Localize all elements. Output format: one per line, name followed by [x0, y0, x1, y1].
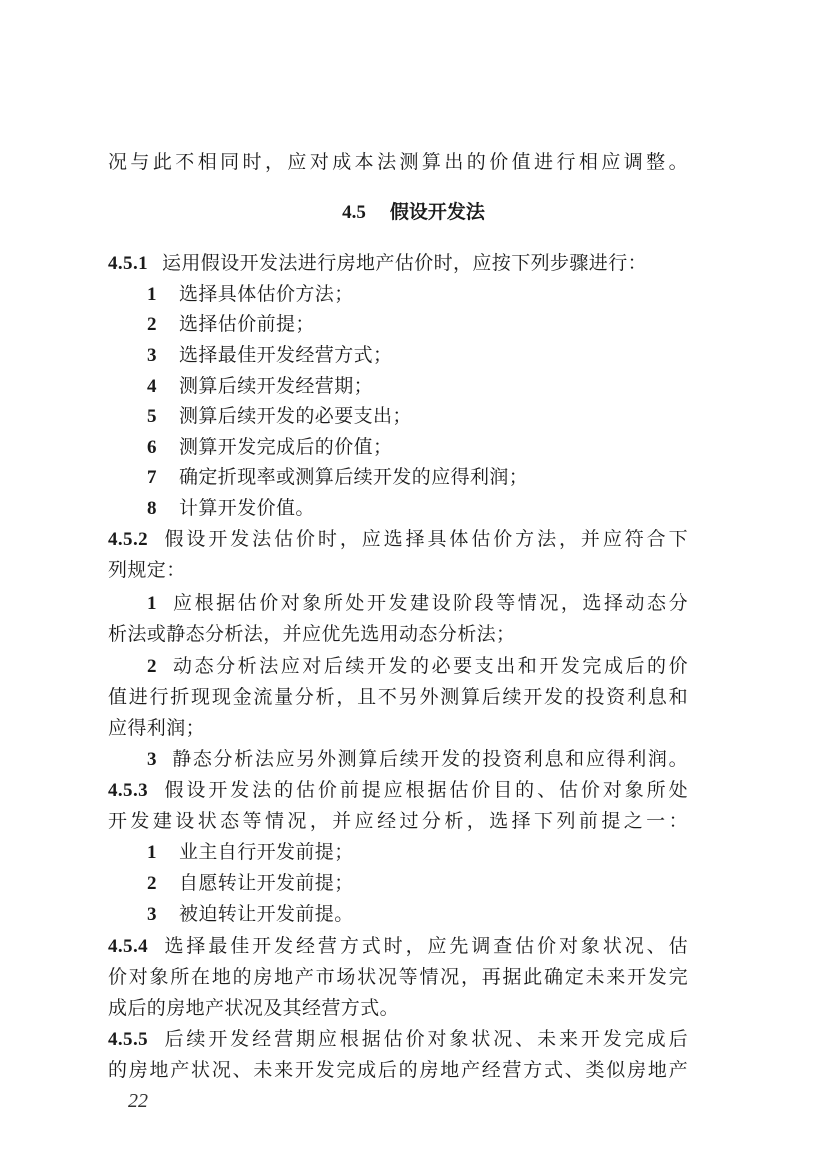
item-number: 8 — [147, 498, 157, 519]
list-item — [147, 280, 707, 309]
sub-number: 1 — [147, 593, 157, 614]
item-number: 5 — [147, 406, 157, 427]
clause-4-5-5 — [108, 1025, 688, 1054]
item-number: 7 — [147, 467, 157, 488]
list-item — [147, 310, 707, 339]
item-text: 测算后续开发的必要支出； — [179, 405, 412, 427]
item-number: 4 — [147, 376, 157, 397]
sub-text: 静态分析法应另外测算后续开发的投资利息和应得利润。 — [170, 748, 688, 770]
section-title: 假设开发法 — [389, 201, 485, 223]
sub-number: 2 — [147, 656, 157, 677]
clause-4-5-4 — [108, 932, 688, 961]
clause-text: 假设开发法估价时，应选择具体估价方法，并应符合下 — [162, 528, 688, 550]
clause-text: 选择最佳开发经营方式时，应先调查估价对象状况、估 — [162, 935, 688, 957]
clause-text: 假设开发法的估价前提应根据估价目的、估价对象所处 — [162, 779, 688, 801]
list-item — [147, 372, 707, 401]
clause-number: 4.5.2 — [108, 529, 148, 550]
item-text: 选择估价前提； — [179, 313, 315, 335]
list-item — [147, 838, 707, 867]
clause-4-5-1 — [108, 249, 688, 278]
continuation-text: 况与此不相同时，应对成本法测算出的价值进行相应调整。 — [108, 151, 688, 173]
list-item — [147, 869, 707, 898]
item-text: 计算开发价值。 — [179, 497, 315, 519]
list-item — [147, 463, 707, 492]
sub-paragraph — [147, 589, 688, 618]
item-text: 业主自行开发前提； — [179, 841, 354, 863]
clause-text: 后续开发经营期应根据估价对象状况、未来开发完成后 — [162, 1028, 688, 1050]
page-number: 22 — [128, 1090, 148, 1112]
item-number: 2 — [147, 873, 157, 894]
clause-text-line: 开发建设状态等情况，并应经过分析，选择下列前提之一： — [108, 810, 688, 832]
item-number: 2 — [147, 314, 157, 335]
sub-text: 应根据估价对象所处开发建设阶段等情况，选择动态分 — [170, 592, 688, 614]
clause-text: 运用假设开发法进行房地产估价时，应按下列步骤进行： — [162, 252, 648, 274]
clause-number: 4.5.3 — [108, 780, 148, 801]
clause-number: 4.5.4 — [108, 936, 148, 957]
clause-4-5-2 — [108, 525, 688, 554]
clause-text-line: 列规定： — [108, 559, 186, 581]
item-number: 3 — [147, 345, 157, 366]
item-text: 确定折现率或测算后续开发的应得利润； — [179, 466, 529, 488]
section-number: 4.5 — [342, 202, 366, 223]
sub-number: 3 — [147, 749, 157, 770]
clause-text-line: 成后的房地产状况及其经营方式。 — [108, 997, 400, 1019]
section-heading — [0, 198, 827, 227]
list-item — [147, 900, 707, 929]
clause-number: 4.5.1 — [108, 253, 148, 274]
sub-text-line: 析法或静态分析法，并应优先选用动态分析法； — [108, 623, 516, 645]
item-text: 测算开发完成后的价值； — [179, 436, 393, 458]
list-item — [147, 494, 707, 523]
clause-text-line: 的房地产状况、未来开发完成后的房地产经营方式、类似房地产 — [108, 1059, 688, 1081]
list-item — [147, 433, 707, 462]
item-number: 6 — [147, 437, 157, 458]
item-number: 1 — [147, 842, 157, 863]
list-item — [147, 402, 707, 431]
item-text: 测算后续开发经营期； — [179, 375, 374, 397]
item-text: 选择具体估价方法； — [179, 283, 354, 305]
sub-text: 动态分析法应对后续开发的必要支出和开发完成后的价 — [170, 655, 688, 677]
sub-text-line: 值进行折现现金流量分析，且不另外测算后续开发的投资利息和 — [108, 686, 688, 708]
clause-text-line: 价对象所在地的房地产市场状况等情况，再据此确定未来开发完 — [108, 966, 688, 988]
sub-paragraph — [147, 652, 688, 681]
list-item — [147, 341, 707, 370]
item-text: 被迫转让开发前提。 — [179, 903, 354, 925]
item-text: 自愿转让开发前提； — [179, 872, 354, 894]
clause-4-5-3 — [108, 776, 688, 805]
item-number: 3 — [147, 904, 157, 925]
clause-number: 4.5.5 — [108, 1029, 148, 1050]
sub-paragraph — [147, 745, 688, 774]
sub-text-line: 应得利润； — [108, 717, 206, 739]
item-number: 1 — [147, 284, 157, 305]
item-text: 选择最佳开发经营方式； — [179, 344, 393, 366]
